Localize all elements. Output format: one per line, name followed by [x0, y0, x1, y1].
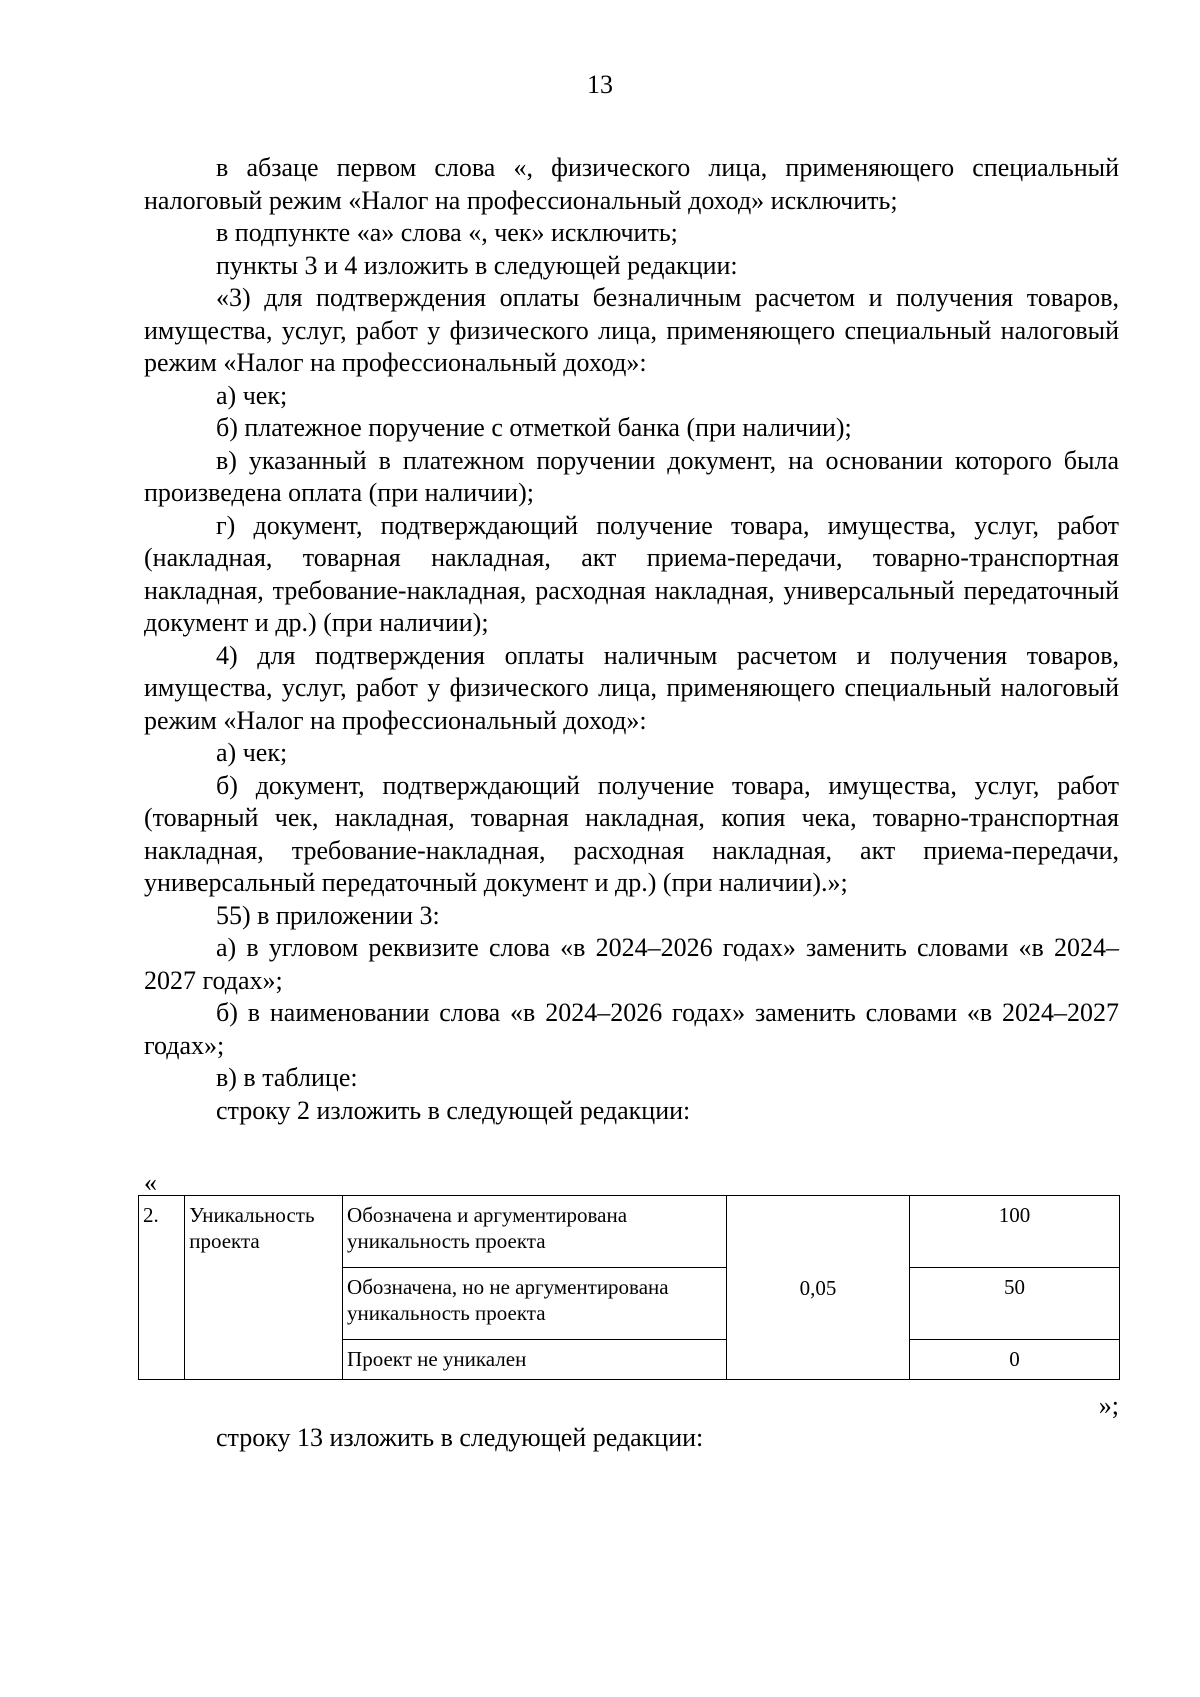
paragraph-16: строку 2 изложить в следующей редакции: — [216, 1095, 691, 1125]
table-close-quote: »; — [1098, 1391, 1119, 1420]
table-open-quote: « — [144, 1168, 157, 1197]
paragraph-10: а) чек; — [216, 738, 288, 767]
option-description-cell: Обозначена, но не аргументирована уникальность проекта — [343, 1268, 727, 1340]
paragraph-12: 55) в приложении 3: — [216, 900, 440, 930]
paragraph-8: г) документ, подтверждающий получение товара, имущества, услуг, работ (накладная, товарная накладная, акт приема-передачи, товарно-транспортная накладная, требование-накладная, расходная накладная, универсальный передаточный документ и др.) (при наличии); — [144, 510, 1119, 637]
paragraph-14: б) в наименовании слова «в 2024–2026 годах» заменить словами «в 2024–2027 годах»; — [144, 998, 1119, 1060]
paragraph-15: в) в таблице: — [216, 1063, 358, 1092]
paragraph-13: а) в угловом реквизите слова «в 2024–2026 годах» заменить словами «в 2024–2027 годах»; — [144, 933, 1119, 995]
paragraph-9: 4) для подтверждения оплаты наличным расчетом и получения товаров, имущества, услуг, работ у физического лица, применяющего специальный налоговый режим «Налог на профессиональный доход»: — [144, 640, 1119, 735]
paragraph-5: а) чек; — [216, 380, 288, 410]
criteria-table — [138, 1195, 1120, 1380]
paragraph-6: б) платежное поручение с отметкой банка (при наличии); — [216, 413, 852, 442]
criterion-cell: Уникальность проекта — [185, 1196, 343, 1380]
option-score-cell: 100 — [909, 1196, 1119, 1268]
document-body — [144, 152, 1119, 1127]
paragraph-4: «3) для подтверждения оплаты безналичным расчетом и получения товаров, имущества, услуг, работ у физического лица, применяющего специальный налоговый режим «Налог на профессиональный доход»: — [144, 283, 1119, 377]
tail-paragraph: строку 13 изложить в следующей редакции: — [216, 1423, 704, 1452]
paragraph-1: в абзаце первом слова «, физического лица, применяющего специальный налоговый режим «Налог на профессиональный доход» исключить; — [144, 153, 1119, 215]
document-tail — [144, 1422, 1119, 1455]
table-row — [139, 1196, 1120, 1268]
page-number: 13 — [587, 70, 613, 99]
paragraph-7: в) указанный в платежном поручении документ, на основании которого была произведена оплата (при наличии); — [144, 445, 1119, 507]
weight-cell: 0,05 — [726, 1196, 909, 1380]
paragraph-2: в подпункте «а» слова «, чек» исключить; — [216, 218, 678, 247]
option-description-cell: Обозначена и аргументирована уникальность проекта — [343, 1196, 727, 1268]
paragraph-3: пункты 3 и 4 изложить в следующей редакции: — [216, 250, 738, 280]
paragraph-11: б) документ, подтверждающий получение товара, имущества, услуг, работ (товарный чек, накладная, товарная накладная, копия чека, товарно-транспортная накладная, требование-накладная, расходная накладная, акт приема-передачи, универсальный передаточный документ и др.) (при наличии).»; — [144, 770, 1119, 897]
option-score-cell: 0 — [909, 1340, 1119, 1380]
option-score-cell: 50 — [909, 1268, 1119, 1340]
row-number-cell: 2. — [139, 1196, 185, 1380]
option-description-cell: Проект не уникален — [343, 1340, 727, 1380]
